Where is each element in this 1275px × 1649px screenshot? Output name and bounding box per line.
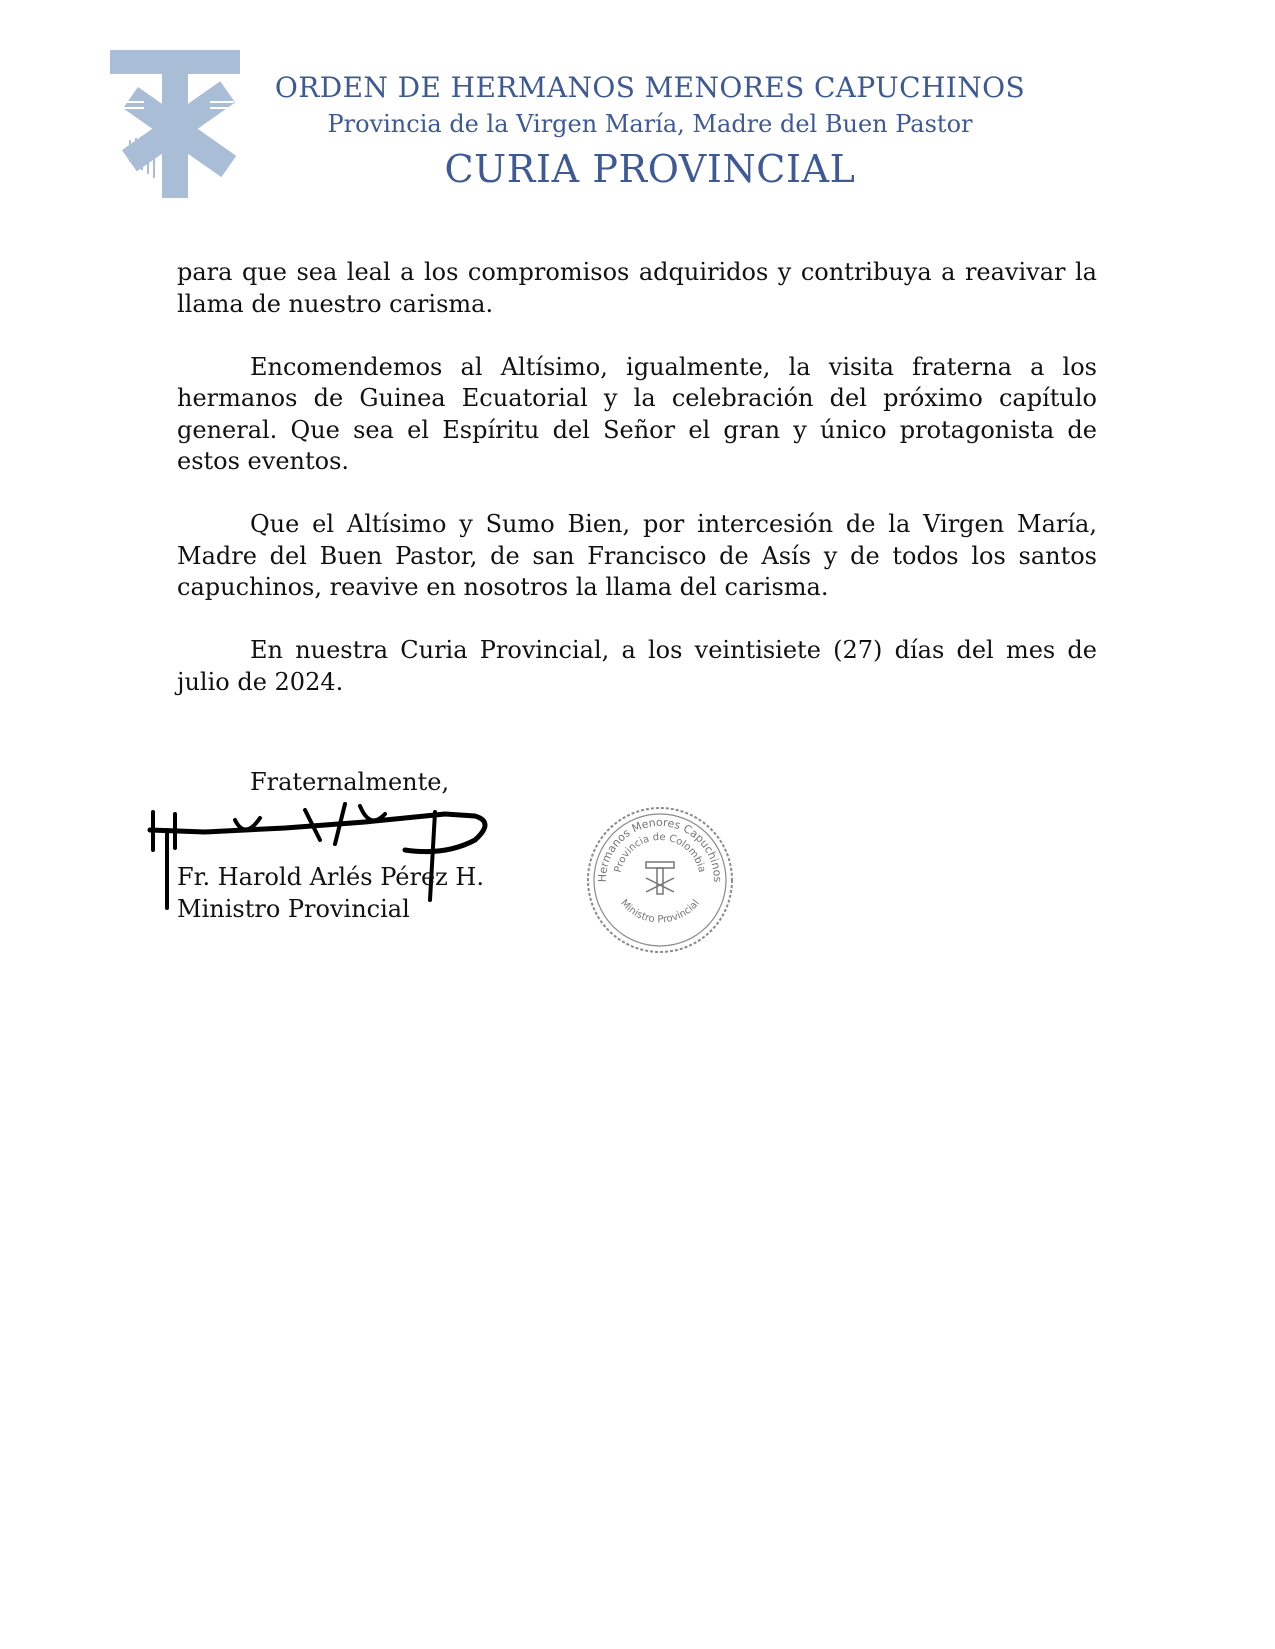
province-name: Provincia de la Virgen María, Madre del Buen Pastor <box>327 110 973 138</box>
closing-salutation: Fraternalmente, <box>250 768 450 796</box>
capuchin-tau-logo <box>110 50 250 210</box>
stamp-text-top: Hermanos Menores Capuchinos <box>595 815 725 883</box>
letterhead <box>250 70 1050 192</box>
paragraph-1: para que sea leal a los compromisos adquiridos y contribuya a reavivar la llama de nuestro carisma. <box>177 258 1097 318</box>
curia-title: CURIA PROVINCIAL <box>444 147 856 191</box>
paragraph-2: Encomendemos al Altísimo, igualmente, la visita fraterna a los hermanos de Guinea Ecuatorial y la celebración del próximo capítulo general. Que sea el Espíritu del Señor el gran y único protagonista de estos eventos. <box>177 352 1097 475</box>
svg-text:Ministro Provincial <box>618 898 702 926</box>
official-stamp <box>580 800 740 960</box>
letter-body <box>177 257 1097 730</box>
svg-text:Hermanos Menores Capuchinos <box>596 816 724 883</box>
stamp-text-inner: Provincia de Colombia <box>612 831 708 874</box>
stamp-tau-icon <box>646 862 674 894</box>
order-name: ORDEN DE HERMANOS MENORES CAPUCHINOS <box>274 71 1026 104</box>
signer-block <box>177 862 484 925</box>
signer-name: Fr. Harold Arlés Pérez H. <box>177 863 484 891</box>
paragraph-4: En nuestra Curia Provincial, a los veintisiete (27) días del mes de julio de 2024. <box>177 636 1097 696</box>
paragraph-3: Que el Altísimo y Sumo Bien, por intercesión de la Virgen María, Madre del Buen Pastor, de san Francisco de Asís y de todos los santos capuchinos, reavive en nosotros la llama del carisma. <box>177 510 1097 601</box>
stamp-text-bottom: Ministro Provincial <box>618 897 702 926</box>
signer-role: Ministro Provincial <box>177 894 410 923</box>
